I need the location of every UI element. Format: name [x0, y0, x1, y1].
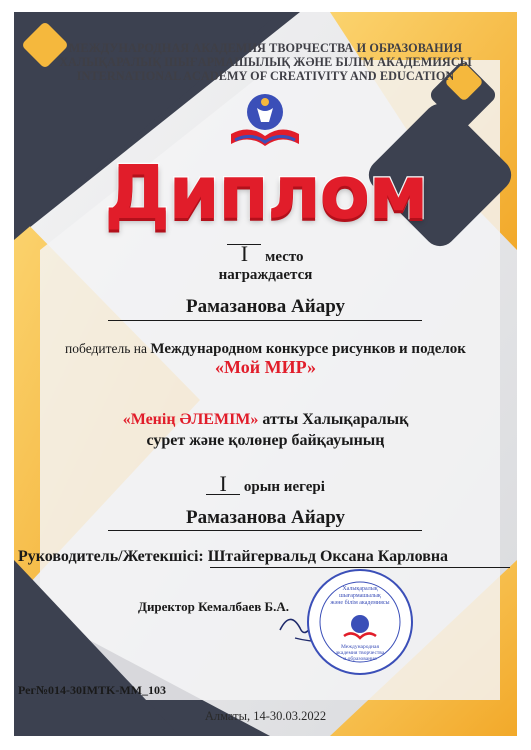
contest-name-kz: «Менің ӘЛЕМІМ» — [122, 411, 259, 428]
place-number-kz: I — [206, 474, 240, 495]
place-line-kz — [0, 471, 531, 496]
place-word-ru: место — [265, 249, 304, 265]
stamp-bottom-line3: и образования — [343, 656, 377, 662]
official-stamp — [306, 568, 414, 676]
contest-name-ru: «Мой МИР» — [214, 357, 317, 377]
stamp-bottom-line1: Международная — [340, 644, 380, 650]
contest-description: Международном конкурсе рисунков и поделок — [150, 341, 466, 357]
diploma-title: Диплом — [104, 150, 427, 236]
supervisor-label: Руководитель/Жетекшісі: — [18, 548, 204, 565]
stamp-center-line2: шығармашылық — [339, 593, 381, 599]
academy-logo-icon — [225, 88, 305, 158]
place-line-ru — [0, 241, 531, 266]
recipient-underline — [108, 320, 422, 321]
recipient-name: Рамазанова Айару — [185, 296, 346, 317]
place-word-kz: орын иегері — [243, 479, 325, 495]
kz-line-2: сурет және қолөнер байқауының — [146, 432, 385, 449]
registration-number: Рег№014-30IMTK-MM_103 — [18, 683, 166, 697]
kz-line-1-rest: атты Халықаралық — [262, 411, 409, 428]
academy-name-kz: ХАЛЫҚАРАЛЫҚ ШЫҒАРМАШЫЛЫҚ ЖӘНЕ БІЛІМ АКАДЕМИЯСЫ — [59, 55, 472, 69]
stamp-center-line3: және білім академиясы — [330, 600, 390, 606]
academy-name-ru: МЕЖДУНАРОДНАЯ АКАДЕМИЯ ТВОРЧЕСТВА И ОБРАЗОВАНИЯ — [68, 41, 463, 55]
city-date: Алматы, 14-30.03.2022 — [204, 709, 327, 723]
winner-prefix: победитель на — [65, 341, 147, 356]
kz-line-1 — [0, 411, 531, 429]
winner-line — [0, 341, 531, 358]
place-number-ru: I — [227, 244, 261, 245]
recipient-kz-underline — [108, 530, 422, 531]
stamp-center-line1: Халықаралық — [342, 586, 378, 592]
stamp-bottom-line2: академия творчества — [335, 650, 385, 656]
director-line: Директор Кемалбаев Б.А. — [138, 599, 290, 614]
supervisor-name: Штайгервальд Оксана Карловна — [207, 548, 449, 565]
awarded-label: награждается — [218, 267, 313, 283]
academy-name-en: INTERNATIONAL ACADEMY OF CREATIVITY AND EDUCATION — [76, 69, 455, 83]
supervisor-line — [18, 548, 448, 566]
recipient-name-kz: Рамазанова Айару — [185, 507, 346, 528]
